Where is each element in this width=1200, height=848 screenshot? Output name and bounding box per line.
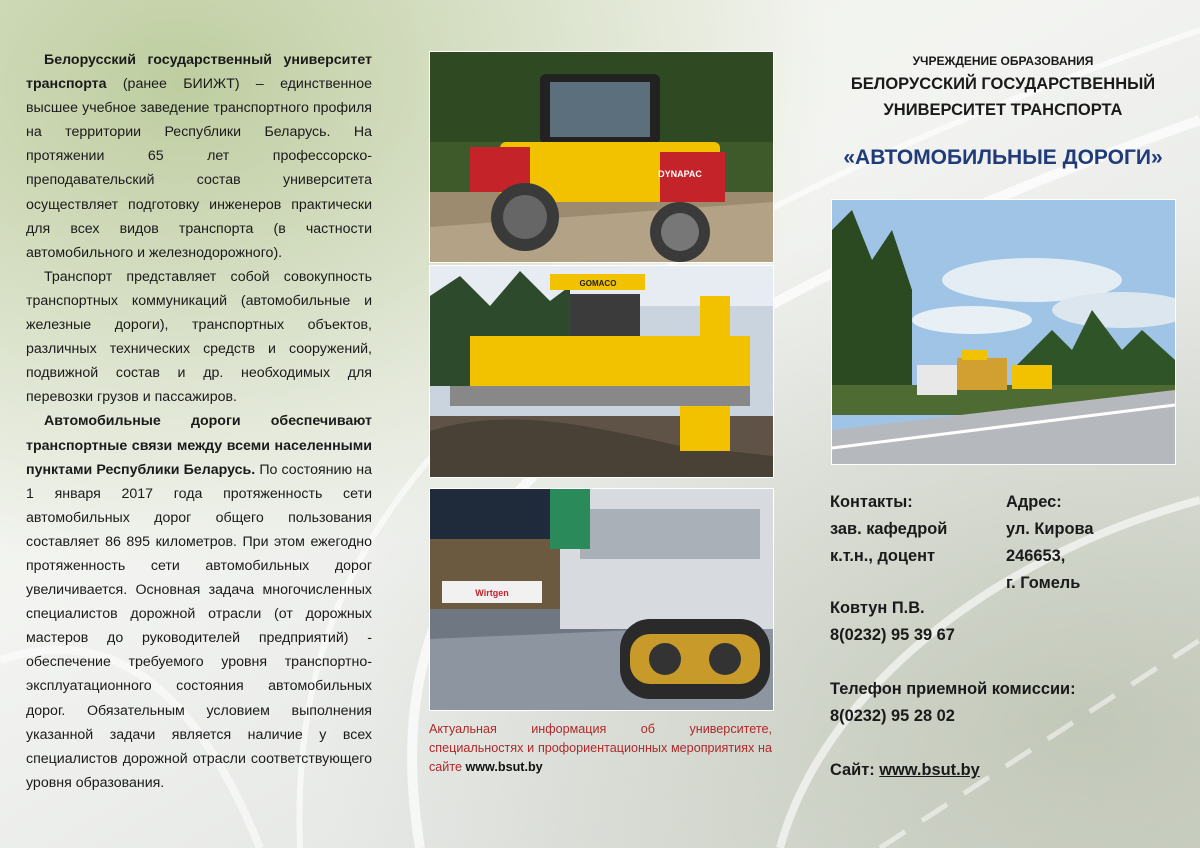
intro-paragraph-3 [26, 409, 372, 795]
contact-degree: к.т.н., доцент [830, 547, 935, 565]
university-name-bold: Белорусский государственный университет транспорта [26, 52, 372, 93]
contact-person-name: Ковтун П.В. [830, 599, 925, 617]
highway-construction-photo [831, 199, 1176, 465]
website-block [830, 757, 1170, 784]
contact-role: зав. кафедрой [830, 520, 948, 538]
org-type-label: УЧРЕЖДЕНИЕ ОБРАЗОВАНИЯ [912, 54, 1094, 68]
university-title [830, 71, 1176, 123]
intro-paragraph-3-text: По состоянию на 1 января 2017 года протяженность сети автомобильных дорог общего пользования составляет 86 895 километров. При этом ежегодно протяженность сети автомобильных дорог увеличивается. Основная задача многочисленных специалистов дорожной отрасли (от дорожных мастеров до руководителей предприятий) - обеспечение требуемого уровня транспортно-эксплуатационного состояния автомобильных дорог. Обязательным условием выполнения указанной задачи является наличие у всех специалистов дорожной отрасли соответствующего уровня образования. [26, 461, 372, 791]
roads-statement-bold: Автомобильные дороги обеспечивают транспортные связи между всеми населенными пунктами Республики Беларусь. [26, 413, 372, 478]
paver-brand-label: GOMACO [579, 279, 617, 288]
contacts-block [830, 489, 1000, 570]
concrete-paver-photo [429, 488, 774, 711]
roller-brand-label: DYNAPAC [658, 169, 702, 179]
website-link[interactable]: www.bsut.by [879, 761, 980, 779]
contact-person-block [830, 595, 1170, 649]
intro-paragraph-1 [26, 48, 372, 265]
caption-text: Актуальная информация об университете, специальностях и профориентационных мероприятиях на сайте [429, 722, 772, 774]
contact-phone[interactable]: 8(0232) 95 39 67 [830, 626, 955, 644]
address-city: г. Гомель [1006, 574, 1081, 592]
address-heading: Адрес: [1006, 493, 1062, 511]
address-street: ул. Кирова [1006, 520, 1094, 538]
intro-paragraph-1-text: (ранее БИИЖТ) – единственное высшее учебное заведение транспортного профиля на территории Республики Беларусь. На протяжении 65 лет профессорско-преподавательский состав университета осуществляет подготовку инженеров практически для всех видов транспорта (в частности автомобильного и железнодорожного). [26, 76, 372, 261]
caption-site-link[interactable]: www.bsut.by [465, 760, 543, 774]
contacts-heading: Контакты: [830, 493, 913, 511]
admission-label: Телефон приемной комиссии: [830, 680, 1076, 698]
website-label: Сайт: [830, 761, 880, 779]
university-title-line-1: БЕЛОРУССКИЙ ГОСУДАРСТВЕННЫЙ [850, 75, 1156, 93]
admission-block [830, 676, 1170, 730]
wirtgen-brand-label: Wirtgen [475, 588, 509, 598]
website-caption [429, 720, 772, 777]
address-block [1006, 489, 1176, 597]
slipform-paver-photo [429, 265, 774, 478]
road-roller-photo [429, 51, 774, 263]
admission-phone[interactable]: 8(0232) 95 28 02 [830, 707, 955, 725]
address-zip: 246653, [1006, 547, 1066, 565]
specialty-title: «АВТОМОБИЛЬНЫЕ ДОРОГИ» [843, 146, 1163, 169]
intro-text-column [26, 48, 372, 795]
intro-paragraph-2: Транспорт представляет собой совокупность транспортных коммуникаций (автомобильные и железные дороги), транспортных объектов, различных технических средств и сооружений, подвижной состав и др. необходимых для перевозки грузов и пассажиров. [26, 268, 372, 406]
university-title-line-2: УНИВЕРСИТЕТ ТРАНСПОРТА [883, 101, 1123, 119]
